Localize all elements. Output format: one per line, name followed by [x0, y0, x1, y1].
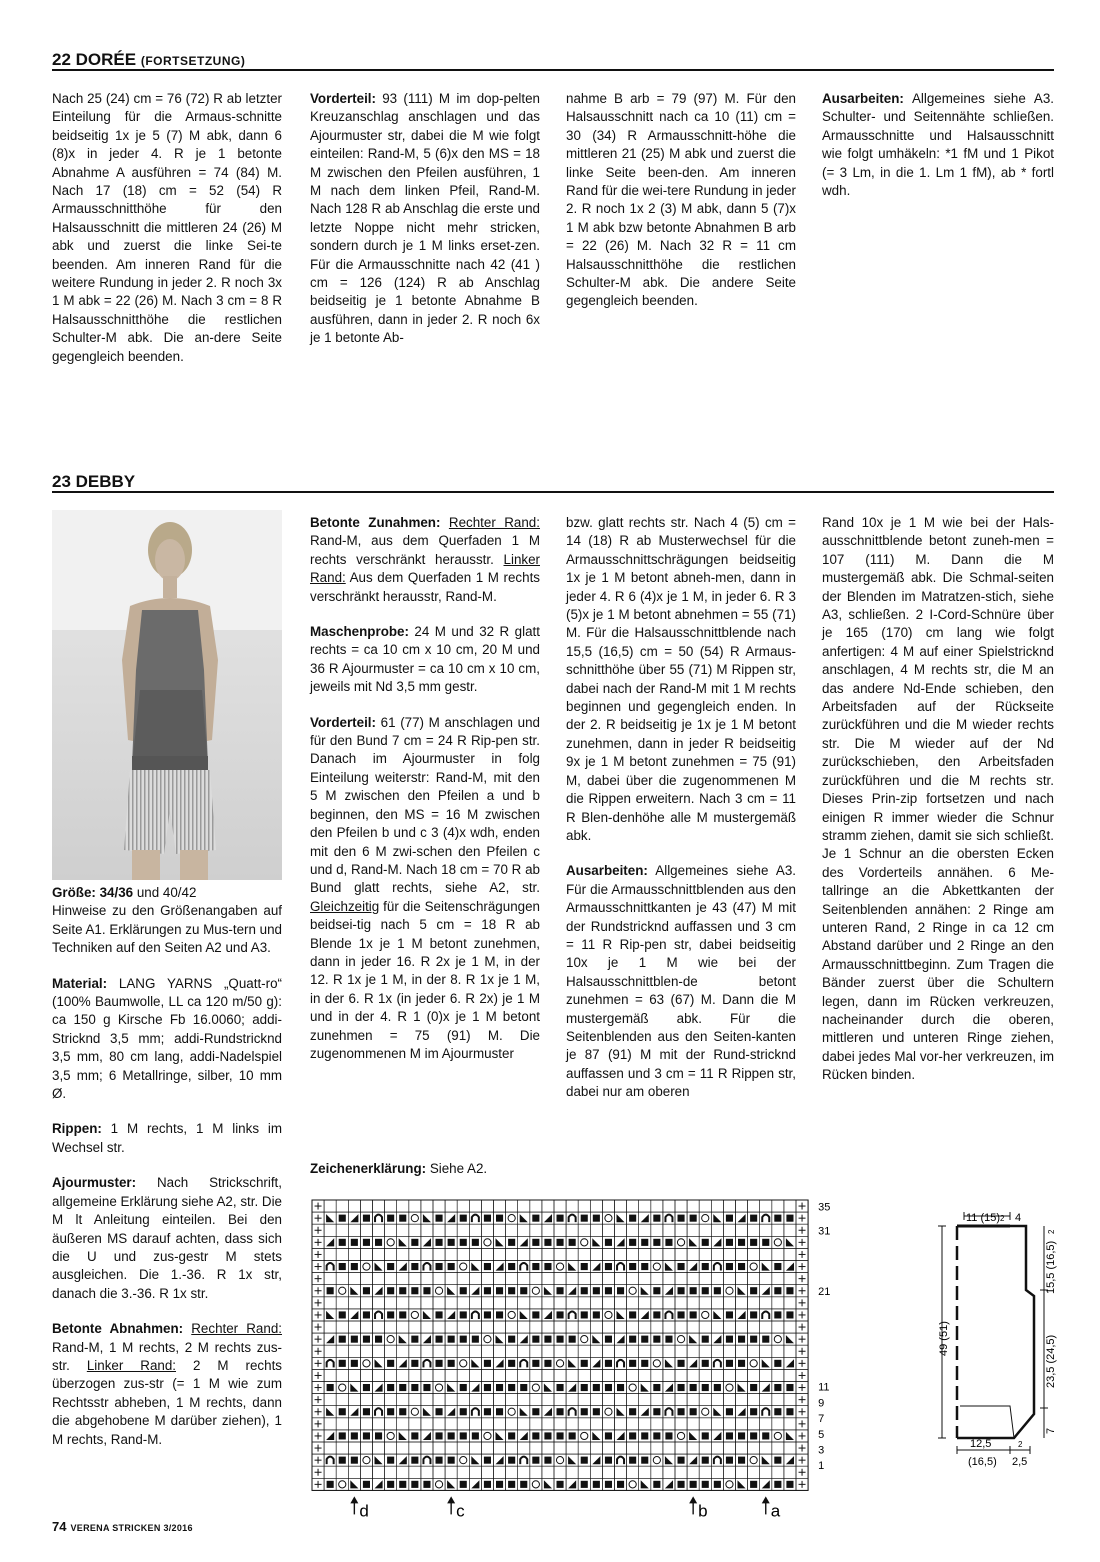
schema-mid: 23,5 (24,5): [1045, 1334, 1057, 1388]
schema-upper: 15,5 (16,5): [1045, 1240, 1057, 1294]
model-photo: [52, 510, 282, 880]
schema-bottom-small: 2: [1018, 1440, 1023, 1449]
s23-column-1: Größe: 34/36 und 40/42 Hinweise zu den Größenangaben auf Seite A1. Erklärungen zu Mus-tern und Techniken auf den Seiten A2 und A3. Material: LANG YARNS „Quatt-ro“ (100% Baumwolle, LL ca 120 m/50 g): ca 150 g Kirsche Fb 16.0060; addi-Stricknd 3,5 mm; addi-Rundstricknd 3,5 mm, 80 cm lang, addi-Nadelspiel 3,5 mm; 6 Metallringe, silber, 10 mm Ø. Rippen: 1 M rechts, 1 M links im Wechsel str. Ajourmuster: Nach Strickschrift, allgemeine Erklärung siehe A2, str. Die M lt Anleitung einteilen. Bei den äußeren MS darauf achten, dass sich die U und zus-gestr M stets ausgleichen. Die 1.-36. R 1x str, danach die 3.-36. R 1x str. Betonte Abnahmen: Rechter Rand: Rand-M, 1 M rechts, 2 M rechts zus-str. Linker Rand: 2 M rechts überzogen zus-str (= 1 M wie zum Rechtsstr abheben, 1 M rechts, dann die abgehobene M darüber ziehen), 1 M rechts, Rand-M.: [52, 885, 283, 1447]
chart-arrow-label: d: [359, 1501, 369, 1521]
chart-cells: [312, 1200, 808, 1490]
s22-column-3: nahme B arb = 79 (97) M. Für den Halsausschnitt nach ca 10 (11) cm = 30 (34) R Armausschnitt-höhe die mittleren 21 (25) M abk und zuerst die linke Seite been-den. Am inneren Rand für die wei-tere Rundung in jeder 2. R noch 1x 2 (3) M abk, dann 5 (7)x 1 M abk bzw betonte Abnahmen B arb = 22 (26) M. Nach 32 R = 11 cm Halsausschnitthöhe die restlichen Schulter-M abk. Die andere Seite gegengleich beenden.: [566, 91, 797, 309]
s22-column-4: Ausarbeiten: Allgemeines siehe A3. Schulter- und Seitennähte schließen. Armausschnitte und Halsausschnitt wie folgt umhäkeln: *1 fM und 1 Pikot (= 3 Lm, in die 1. Lm 1 fM), ab * fortl wdh.: [822, 91, 1054, 199]
legend-note: Zeichenerklärung: Siehe A2.: [310, 1161, 488, 1176]
section-23-rule: [52, 491, 1054, 493]
schema-lower: 7: [1045, 1427, 1057, 1434]
chart-row-label: 1: [818, 1460, 825, 1473]
chart-row-label: 11: [818, 1381, 830, 1394]
s23-column-3: bzw. glatt rechts str. Nach 4 (5) cm = 14 (18) R ab Musterwechsel für die Armausschnittschrägungen beidseitig 1x je 1 M betont abneh-men, dann in jeder 4. R 6 (4)x je 1 M, in jeder 6. R 3 (5)x je 1 M betont abnehmen = 55 (71) M. Für die Halsausschnittblende nach 15,5 (16,5) cm = 50 (54) R Armaus-schnitthöhe über 55 (71) M Rippen str, dabei nach der Rand-M mit 1 M rechts beginnen und gegengleich enden. In der 2. R beidseitig je 1x je 1 M betont zunehmen, dann in jeder R beidseitig 9x je 1 M betont zunehmen = 75 (91) M, dabei über die zugenommenen M die Rippen erweitern. Nach 3 cm = 11 R Blen-denhöhe alle M mustergemäß abk. Ausarbeiten: Allgemeines siehe A3. Für die Armausschnittblenden aus den Armausschnittkanten je 43 (47) M mit der Rundstricknd auffassen und 3 cm = 11 R Rip-pen str, dabei beidseitig 10x je 1 M wie bei der Halsausschnittblen-de betont zunehmen = 63 (67) M. Dann die M mustergemäß abk. Für die Seitenblenden aus den Seiten-kanten je 87 (91) M mit der Rund-stricknd auffassen und 3 cm = 11 R Rippen str, dabei nur am oberen: [566, 515, 796, 1100]
chart-row-labels: [818, 1201, 830, 1472]
schema-top-small: 2: [1000, 1214, 1005, 1223]
schema-bottom: 12,5: [970, 1438, 992, 1450]
chart-row-label: 35: [818, 1201, 831, 1214]
schema-upper-small: 2: [1047, 1229, 1056, 1234]
schema-top-2: 4: [1015, 1212, 1022, 1224]
schema-bottom-3: 2,5: [1012, 1456, 1028, 1468]
chart-arrows: [350, 1496, 780, 1520]
s22-column-2: Vorderteil: 93 (111) M im dop-pelten Kreuzanschlag anschlagen und das Ajourmuster str, dabei die M wie folgt einteilen: Rand-M, 5 (6)x den MS = 18 M zwischen den Pfeilen ausführen, 1 M nach dem linken Pfeil, Rand-M. Nach 128 R ab Anschlag die erste und letzte Noppe nicht mehr stricken, sondern durch je 1 M links erset-zen. Für die Armausschnitte nach 42 (41 ) cm = 126 (124) R ab Anschlag beidseitig je 1 betonte Abnahme B ausführen, dann in jeder 2. R noch 6x je 1 betonte Ab-: [310, 91, 540, 346]
s23-column-4: Rand 10x je 1 M wie bei der Hals-ausschnittblende betont zuneh-men = 107 (111) M. Dann die M mustergemäß abk. Die Schmal-seiten der Blenden im Matratzen-stich, siehe A3, schließen. 2 I-Cord-Schnüre über je 165 (170) cm lang wie folgt anfertigen: 4 M auf einer Spielstricknd anschlagen, 4 M rechts str, die M an das andere Nd-Ende schieben, den Arbeitsfaden auf der Rückseite zurückführen und die M wieder rechts str. Die M wieder auf der Nd zurückschieben, den Arbeitsfaden zurückführen und die M rechts str. Dieses Prin-zip fortsetzen und nach einigen R immer wieder die Schnur stramm ziehen, damit sie sich schließt. Je 1 Schnur an die obersten Ecken des Vorderteils annähen. 6 Me-tallringe an die Abkettkanten der Seitenblenden annähen: 2 Ringe am unteren Rand, 2 Ringe in ca 12 cm Abstand darüber und 2 Ringe an den Armausschnittbeginn. Zum Tragen die Bänder zuerst über die Schultern legen, dann im Rücken verkreuzen, nacheinander durch die oberen, mittleren und unteren Ringe ziehen, dabei jedes Mal vor-her verkreuzen, im Rücken binden.: [822, 515, 1054, 1083]
schema-height-total: 49 (51): [938, 1321, 950, 1356]
chart-row-label: 31: [818, 1225, 831, 1238]
section-22-rule: [52, 69, 1054, 71]
schema-bottom-2: (16,5): [968, 1456, 997, 1468]
chart-row-label: 5: [818, 1428, 825, 1441]
chart-row-label: 9: [818, 1397, 825, 1410]
chart-row-label: 21: [818, 1285, 831, 1298]
page-footer: 74 VERENA STRICKEN 3/2016: [52, 1519, 193, 1534]
chart-arrow-label: a: [770, 1501, 781, 1521]
garment-schematic: [930, 1206, 1060, 1476]
chart-arrow-label: c: [456, 1501, 465, 1521]
chart-row-label: 7: [818, 1413, 825, 1426]
knitting-chart: [310, 1196, 850, 1521]
section-22-title: 22 DORÉE (FORTSETZUNG): [52, 50, 246, 69]
section-23-title: 23 DEBBY: [52, 472, 136, 491]
s22-column-1: Nach 25 (24) cm = 76 (72) R ab letzter Einteilung für die Armaus-schnitte beidseitig 1x je 5 (7) M abk, dann 6 (8)x in jeder 4. R je 1 betonte Abnahme A ausführen = 74 (84) M. Nach 17 (18) cm = 52 (54) R Armausschnitthöhe für den Halsausschnitt die mittleren 24 (26) M abk und zuerst die linke Sei-te beenden. Am inneren Rand für die weitere Rundung in jeder 2. R noch 3x 1 M abk = 22 (26) M. Nach 3 cm = 8 R Halsausschnitthöhe die restlichen Schulter-M abk. Die an-dere Seite gegengleich beenden.: [52, 91, 282, 364]
s23-column-2: Betonte Zunahmen: Rechter Rand: Rand-M, aus dem Querfaden 1 M rechts verschränkt herausstr. Linker Rand: Aus dem Querfaden 1 M rechts verschränkt herausstr, Rand-M. Maschenprobe: 24 M und 32 R glatt rechts = ca 10 cm x 10 cm, 20 M und 36 R Ajourmuster = ca 10 cm x 10 cm, jeweils mit Nd 3,5 mm gestr. Vorderteil: 61 (77) M anschlagen und für den Bund 7 cm = 24 R Rip-pen str. Danach im Ajourmuster in folg Einteilung weiterstr: Rand-M, mit den 5 M zwischen den Pfeilen a und b beginnen, den MS = 16 M zwischen den Pfeilen b und c 3 (4)x wdh, enden mit den 6 M zwi-schen den Pfeilen c und d, Rand-M. Nach 18 cm = 70 R ab Bund glatt rechts, siehe A2, str. Gleichzeitig für die Seitenschrägungen beidsei-tig nach 5 cm = 18 R ab Blende 1x je 1 M betont zunehmen, dann in jeder 16. R 2x je 1 M, in der 12. R 1x je 1 M, in der 8. R 1x je 1 M, in der 6. R 1x (in jeder 6. R 2x) je 1 M und in der 4. R 1 (0)x je 1 M betont zunehmen = 75 (91) M. Die zugenommenen M im Ajourmuster: [310, 515, 540, 1061]
chart-arrow-label: b: [698, 1501, 708, 1521]
schema-top: 11 (15): [966, 1212, 1001, 1224]
chart-row-label: 3: [818, 1444, 825, 1457]
